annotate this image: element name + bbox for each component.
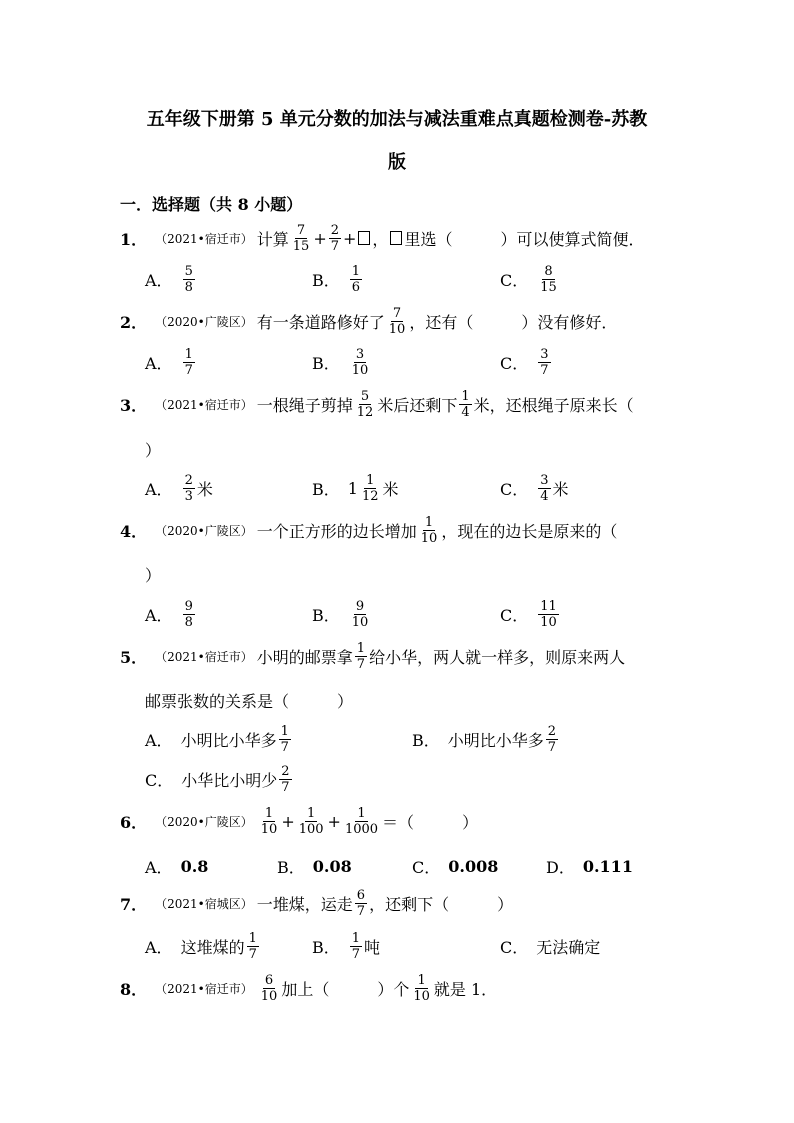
fraction: $\frac{1}{10}$	[260, 805, 278, 837]
option-c[interactable]: C． 小华比小明少 $\frac{2}{7}$	[145, 763, 290, 795]
fraction: $\frac{1}{100}$	[298, 805, 324, 837]
option-b[interactable]: B． $\frac{9}{10}$	[312, 598, 369, 630]
fraction: $\frac{7}{10}$	[388, 305, 406, 337]
fraction: $\frac{5}{12}$	[356, 388, 374, 420]
fraction: $\frac{1}{4}$	[461, 388, 470, 420]
question-2: 2． （2020•广陵区） 有一条道路修好了 $\frac{7}{10}$ ，还有（ ）没有修好．	[120, 305, 618, 337]
option-d[interactable]: D． 0.111	[546, 856, 633, 877]
option-c[interactable]: C． $\frac{8}{15}$	[500, 263, 557, 295]
option-b[interactable]: B． 1 $\frac{1}{12}$ 米	[312, 472, 399, 504]
option-a[interactable]: A． 0.8	[145, 856, 209, 877]
option-b[interactable]: B． 小明比小华多 $\frac{2}{7}$	[412, 723, 557, 755]
option-c[interactable]: C． 无法确定	[500, 937, 601, 957]
fraction: $\frac{1}{1000}$	[344, 805, 379, 837]
question-3: 3． （2021•宿迁市） 一根绳子剪掉 $\frac{5}{12}$ 米后还剩下 $\frac{1}{4}$ 米，还根绳子原来长（	[120, 388, 634, 420]
question-6: 6． （2020•广陵区） $\frac{1}{10}$ + $\frac{1}{100}$ + $\frac{1}{1000}$ ＝（ ）	[120, 805, 479, 837]
fraction: $\frac{1}{10}$	[413, 972, 430, 1004]
question-5-cont: 邮票张数的关系是（ ）	[145, 691, 354, 711]
option-a[interactable]: A． $\frac{5}{8}$	[145, 263, 193, 295]
section-heading: 一．选择题（共 8 小题）	[120, 195, 303, 214]
question-5: 5． （2021•宿迁市） 小明的邮票拿 $\frac{1}{7}$ 给小华，两人就一样多，则原来两人	[120, 640, 626, 672]
option-a[interactable]: A． 小明比小华多 $\frac{1}{7}$	[145, 723, 289, 755]
option-a[interactable]: A． $\frac{2}{3}$ 米	[145, 472, 213, 504]
option-c[interactable]: C． 0.008	[412, 856, 499, 877]
option-b[interactable]: B． $\frac{3}{10}$	[312, 346, 369, 378]
blank-box-icon	[390, 231, 402, 245]
page-title-cont: 版	[388, 152, 406, 173]
question-8: 8． （2021•宿迁市） $\frac{6}{10}$ 加上（ ）个 $\frac{1}{10}$ 就是 1．	[120, 972, 498, 1004]
option-c[interactable]: C． $\frac{11}{10}$	[500, 598, 557, 630]
option-a[interactable]: A． 这堆煤的 $\frac{1}{7}$	[145, 930, 257, 962]
fraction: $\frac{1}{7}$	[356, 640, 366, 672]
fraction: $\frac{7}{15}$	[292, 222, 310, 254]
question-4-cont: ）	[145, 565, 162, 585]
fraction: $\frac{6}{10}$	[260, 972, 278, 1004]
fraction: $\frac{2}{7}$	[330, 222, 340, 254]
question-3-cont: ）	[145, 440, 162, 460]
option-c[interactable]: C． $\frac{3}{7}$	[500, 346, 549, 378]
option-b[interactable]: B． $\frac{1}{6}$	[312, 263, 361, 295]
question-1: 1． （2021•宿迁市） 计算 $\frac{7}{15}$ + $\frac{2}{7}$ + ， 里选（ ）可以使算式简便．	[120, 222, 645, 254]
blank-box-icon	[358, 231, 370, 245]
option-a[interactable]: A． $\frac{9}{8}$	[145, 598, 193, 630]
option-a[interactable]: A． $\frac{1}{7}$	[145, 346, 193, 378]
option-b[interactable]: B． $\frac{1}{7}$ 吨	[312, 930, 381, 962]
option-b[interactable]: B． 0.08	[277, 856, 352, 877]
page-title: 五年级下册第 5 单元分数的加法与减法重难点真题检测卷-苏教	[146, 109, 648, 130]
question-7: 7． （2021•宿城区） 一堆煤，运走 $\frac{6}{7}$ ，还剩下（ ）	[120, 887, 514, 919]
question-4: 4． （2020•广陵区） 一个正方形的边长增加 $\frac{1}{10}$ ，现在的边长是原来的（	[120, 514, 618, 546]
fraction: $\frac{6}{7}$	[356, 887, 366, 919]
option-c[interactable]: C． $\frac{3}{4}$ 米	[500, 472, 569, 504]
fraction: $\frac{1}{10}$	[420, 514, 438, 546]
